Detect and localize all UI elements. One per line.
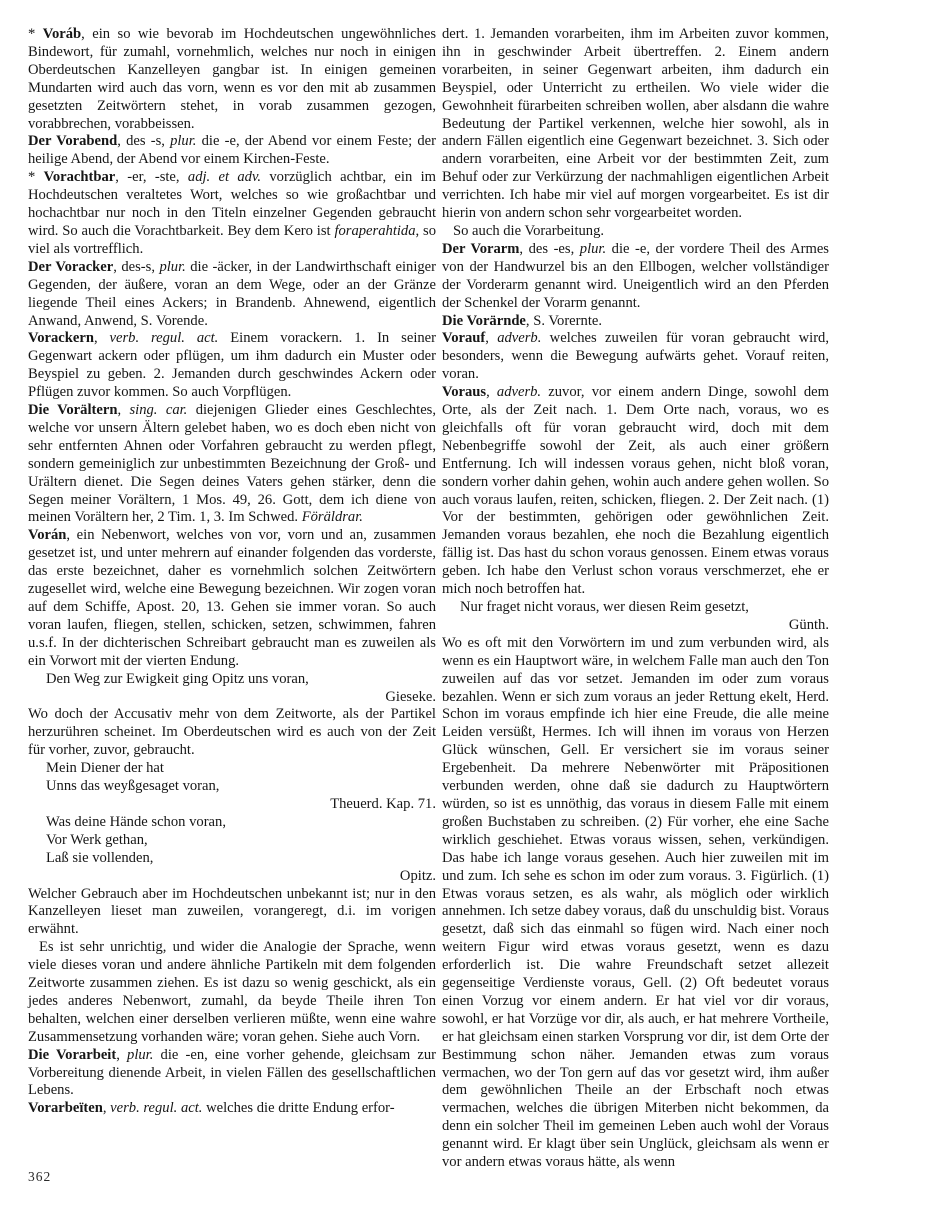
entry-voran [28,527,436,670]
text-run: die -e, der Abend vor einem Feste; der heilige Abend, der Abend vor einem Kirchen-Feste. [28,133,436,168]
text-run: , [102,1100,111,1117]
entry-vorarbeitung-note [442,223,829,241]
text-run: foraperahtida [334,222,416,239]
text-run: Vorarbeïten [28,1100,103,1117]
text-run: plur. [170,133,197,150]
text-run: zuvor, vor einem andern Dinge, sowohl dem Orte, als der Zeit nach. 1. Dem Orte nach, voraus, wo es gleichfalls oft für voran gebraucht wird, doch mit dem Nebenbegriffe sowohl der Zeit, als auch einer größern Entfernung. Ich will indessen voraus gehen, nicht bloß voran, sondern vorher dahin gehen, wohin auch andere gehen wollen. So auch voraus laufen, reiten, schicken, fliegen. 2. Der Zeit nach. (1) Vor der bestimmten, gehörigen oder gewöhnlichen Zeit. Jemanden voraus bezahlen, ehe noch die Bezahlung eigentlich fällig ist. Das hast du schon voraus genossen. Einem etwas voraus geben. Ich habe den Verlust schon voraus verschmerzet, ehe er mich noch betroffen hat. [442,384,829,598]
text-run: Der Voracker [28,258,114,275]
entry-vorachtbar [28,169,436,259]
text-run: , [93,330,110,347]
text-run: Voraus [442,384,487,401]
text-run: Nur fraget nicht voraus, wer diesen Reim gesetzt, [460,599,749,615]
verse-line [442,599,829,617]
text-run: Vor Werk gethan, [46,831,148,848]
text-run: diejenigen Glieder eines Geschlechtes, welche vor unsern Ältern gelebet haben, wo es doch eben nicht von sehr entfernten Ahnen oder Vorfahren gebraucht zu werden pflegt, sondern gemeiniglich zur unbestimmten Bezeichnung der Groß- und Urältern dienet. Die Segen deines Vaters gehen stärker, denn die Segen meiner Vorältern, 1 Mos. 49, 26. Gott, dem ich diene von meinen Vorältern her, 2 Tim. 1, 3. Im Schwed. [28,402,437,526]
verse-line [28,760,436,778]
verse-line [28,778,436,796]
text-run: Vorackern [28,330,94,347]
text-run: welches zuweilen für voran gebraucht wird, besonders, wenn die Bewegung aufwärts gehet. Vorauf reiten, voran. [442,330,830,383]
text-run: die -e, der vordere Theil des Armes von der Handwurzel bis an den Ellbogen, welcher vollständiger der Vorderarm genannt wird. Uneigentlich wird an den Pferden der Schenkel der Vorarm genannt. [442,240,829,311]
text-run: Voráb [42,26,82,42]
text-run: Der Vorabend [28,133,118,150]
text-run: plur. [127,1046,154,1063]
entry-vorarm [442,241,829,313]
verse-line [28,832,436,850]
text-run: So auch die Vorarbeitung. [453,222,605,239]
text-run: sing. car. [129,402,188,419]
text-column-left [28,26,436,1118]
text-run: Vorachtbar [43,169,116,186]
text-run: Günth. [788,616,829,633]
citation-guenther [442,617,829,635]
text-run: , des -es, [519,240,580,257]
text-column-right [442,26,829,1172]
page-number: 362 [28,1169,52,1184]
text-run: Einem vorackern. 1. In seiner Gegenwart ackern oder pflügen, um ihm dadurch ein Muster oder Beyspiel zu geben. 2. Jemanden durch geschwindes Ackern oder Pflügen zuvor kommen. So auch Vorpflügen. [28,330,437,401]
text-run: Wo doch der Accusativ mehr von dem Zeitworte, als der Partikel herzurühren scheinet. Im Oberdeutschen wird es auch von der Zeit für vorher, zuvor, gebraucht. [28,706,436,759]
entry-vorarbeiten-continuation [442,26,829,223]
text-run: verb. regul. act. [109,330,219,347]
text-run: die -äcker, in der Landwirthschaft einiger Gegenden, der äußere, voran an dem Wege, oder an der Gränze liegende Theil eines Ackers; in Brandenb. Ahnewend, eigentlich Anwand, Anwend, S. Vorende. [28,258,437,329]
text-run: , ein Nebenwort, welches von vor, vorn und an, zusammen gesetzet ist, und unter mehrern auf einander folgenden das vorderste, das erste bezeichnet, daher es vornehmlich solchen Zeitwörtern zugesellet wird, welche eine Bewegung bezeichnen. Wir zogen voran auf dem Schiffe, Apost. 20, 13. Gehen sie immer voran. So auch voran laufen, fliegen, stellen, schicken, setzen, schwimmen, fahren u.s.f. In der dichterischen Schreibart gebraucht man es zuweilen als ein Vorwort mit der vierten Endung. [28,527,436,669]
text-run: , ein so wie bevorab im Hochdeutschen ungewöhnliches Bindewort, für zumahl, vornehmlich, welches nur noch in einigen Oberdeutschen Kanzelleyen gangbar ist. In einigen gemeinen Mundarten wird auch das vorn, wenn es vor den mit ab zusammen gesetzten Zeitwörtern stehet, in vorab zusammen gezogen, vorabbrechen, vorabbeissen. [28,26,436,132]
text-run: , [485,330,498,347]
text-run: Was deine Hände schon voran, [46,813,226,830]
text-run: , [116,1046,128,1063]
entry-voran-remark [28,939,436,1046]
text-run: , S. Vorernte. [525,312,602,329]
text-run: Die Vorarbeit [28,1046,117,1063]
entry-voraeltern [28,402,436,527]
text-run: welches die dritte Endung erfor- [202,1100,395,1117]
text-run: , -er, -ste, [115,169,188,186]
text-run: , so viel als vortrefflich. [28,222,436,257]
text-run: Föräldrar. [301,509,363,526]
text-run: Wo es oft mit den Vorwörtern im und zum verbunden wird, als wenn es ein Hauptwort wäre, in welchem Falle man auch den Ton zuweilen auf das vor setzet. Jemanden im oder zum voraus bezahlen. Wenn er sich zum voraus an jeder Rettung ekelt, Herd. Schon im voraus empfinde ich hier eine Freude, die alle meine Leiden versüßt, Hermes. Ich will ihnen im voraus von Herzen Glück wünschen, Gell. Er versichert sie im voraus seiner Ergebenheit. Da mehrere Nebenwörter mit Präpositionen verbunden werden, ohne daß sie dadurch zu Hauptwörtern würden, so ist es unnöthig, das voraus in diesem Falle mit einem großen Buchstaben zu schreiben. (2) Für vorher, ehe eine Sache wirklich geschiehet. Etwas voraus wissen, sehen, verkündigen. Das habe ich lange voraus gesehen. Auch hier zuweilen mit im und zum. Ich sehe es schon im oder zum voraus. 3. Figürlich. (1) Etwas voraus setzen, es als wahr, als möglich oder wirklich annehmen. Ich setze dabey voraus, daß du unschuldig bist. Voraus gesetzt, daß sich das einmahl so fügen wird. Nach einer noch weitern Figur wird etwas voraus gesetzt, wenn es dazu erforderlich ist. Die wahre Freundschaft setzet allezeit gegenseitige Verdienste voraus, Gell. (2) Oft bedeutet voraus einen Vorzug vor einem andern. Er hat viel vor dir voraus, sowohl, er hat Vorzüge vor dir, als auch, er hat mehrere Vortheile, er hat gleichsam einen starken Vorsprung vor dir, ist dem Orte der Bestimmung schon näher. Jemanden etwas zum voraus vermachen, wo der Ton gern auf das vor gesetzt wird, ihm außer dem gewöhnlichen Theile an der Erbschaft noch etwas vermachen, welches die übrigen Miterben nicht bekommen, da denn ein solcher Theil im gemeinen Leben auch wohl der Voraus genannt wird. Er klagt über sein Unglück, gleichsam als wenn er vor andern etwas voraus hätte, als wenn [442,634,829,1171]
text-run: Welcher Gebrauch aber im Hochdeutschen unbekannt ist; nur in den Kanzelleyen lieset man zuweilen, vorangeregt, d.i. im vorigen erwähnt. [28,885,436,938]
text-run: Vorauf [442,330,486,347]
entry-vorarbeiten [28,1100,436,1118]
verse-line [28,814,436,832]
entry-vorab [28,26,436,133]
text-run: Laß sie vollenden, [46,849,154,866]
entry-voran-continuation [28,706,436,760]
text-run: Vorán [28,527,67,544]
citation-opitz [28,868,436,886]
text-run: Der Vorarm [442,240,520,257]
entry-vorabend [28,133,436,169]
text-run: Opitz. [399,867,436,884]
entry-voracker [28,259,436,331]
text-run: adverb. [496,384,542,401]
text-run: Die Vorältern [28,402,118,419]
text-run: vorzüglich achtbar, ein im Hochdeutschen veraltetes Wort, welches so wie großachtbar und hochachtbar nur noch in den Titeln einzelner Gegenden gebraucht wird. So auch die Vorachtbarkeit. Bey dem Kero ist [28,169,437,239]
text-run: verb. regul. act. [110,1100,203,1117]
entry-voraus [442,384,829,599]
entry-voraus-continuation [442,635,829,1172]
text-run: plur. [159,258,186,275]
citation-theuerdank [28,796,436,814]
text-run: Theuerd. Kap. 71. [330,795,436,812]
verse-line [28,850,436,868]
text-run: Gieseke. [385,688,436,705]
text-run: adverb. [497,330,542,347]
text-run: , des-s, [113,258,160,275]
text-run: Unns das weyßgesaget voran, [46,778,220,795]
citation-gieseke [28,689,436,707]
text-run: Mein Diener der hat [46,760,164,777]
entry-voraernde [442,313,829,331]
text-run: Die Vorärnde [442,312,526,329]
entry-vorackern [28,330,436,402]
text-run: dert. 1. Jemanden vorarbeiten, ihm im Arbeiten zuvor kommen, ihn in geschwinder Arbeit übertreffen. 2. Einem andern vorarbeiten, in seiner Gegenwart arbeiten, ihm dadurch ein Beyspiel, oder Unterricht zu ertheilen. Wo viele wider die Gewohnheit fürarbeiten schreiben wollen, aber alsdann die wahre Bedeutung der Partikel verkennen, welche hier sowohl, als in andern Fällen eigentlich eine Gegenwart bezeichnet. 3. Sich oder andern vorarbeiten, eine Arbeit vor der bestimmten Zeit, zum Behuf oder zur Verkürzung der nachmahligen eigentlichen Arbeit verrichten. Ich habe mir viel auf morgen vorgearbeitet. Es ist dir hierin von andern schon sehr vorgearbeitet worden. [442,26,829,222]
text-run: Den Weg zur Ewigkeit ging Opitz uns voran, [46,670,309,687]
text-run: die -en, eine vorher gehende, gleichsam zur Vorbereitung dienende Arbeit, in vielen Fällen des gesellschaftlichen Lebens. [28,1046,436,1099]
text-run: plur. [579,240,607,257]
text-run: * [28,169,44,186]
entry-voran-continuation-2 [28,886,436,940]
text-run: , des -s, [117,133,171,150]
entry-vorauf [442,330,829,384]
text-run: * [28,26,43,42]
text-run: adj. et adv. [187,169,262,186]
text-run: , [117,402,130,419]
entry-vorarbeit [28,1047,436,1101]
verse-line [28,671,436,689]
text-run: Es ist sehr unrichtig, und wider die Analogie der Sprache, wenn viele dieses voran und andere ähnliche Partikeln mit dem folgenden Zeitworte zusammen ziehen. Es ist dazu so wenig geschickt, als ein jedes anderes Nebenwort, zumahl, da beyde Theile ihren Ton behalten, welchen einer derselben verlieren müßte, wenn eine wahre Zusammensetzung vorhanden wäre; voran gehen. Siehe auch Vorn. [28,939,436,1045]
text-run: , [486,384,497,401]
